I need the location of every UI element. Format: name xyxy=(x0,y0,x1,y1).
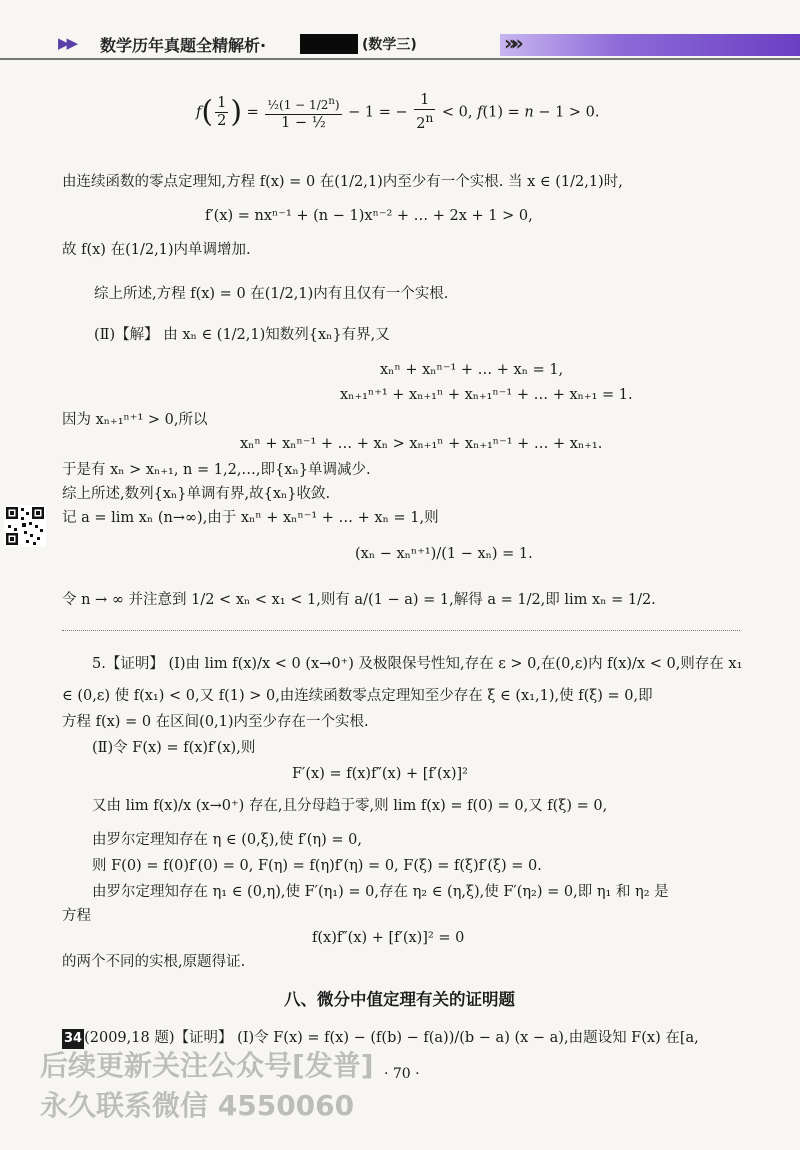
text-proof5-line2: ∈ (0,ε) 使 f(x₁) < 0,又 f(1) > 0,由连续函数零点定理知至少存在 ξ ∈ (x₁,1),使 f(ξ) = 0,即 xyxy=(62,688,653,704)
page-header xyxy=(0,28,800,60)
equation-final: f(x)f″(x) + [f′(x)]² = 0 xyxy=(312,930,465,946)
text-because: 因为 xₙ₊₁ⁿ⁺¹ > 0,所以 xyxy=(62,412,208,428)
text-proof5-line1: 5.【证明】 (Ⅰ)由 lim f(x)/x < 0 (x→0⁺) 及极限保号性知,存在 ε > 0,在(0,ε)内 f(x)/x < 0,则存在 x₁ xyxy=(92,656,743,672)
section-title: 八、微分中值定理有关的证明题 xyxy=(284,990,515,1009)
text-convergent: 综上所述,数列{xₙ}单调有界,故{xₙ}收敛. xyxy=(62,486,331,502)
qr-code-icon xyxy=(4,505,46,547)
text-limit-result: 令 n → ∞ 并注意到 1/2 < xₙ < x₁ < 1,则有 a/(1 − a) = 1,解得 a = 1/2,即 lim xₙ = 1/2. xyxy=(62,592,656,608)
text-proof5-line8: 由罗尔定理知存在 η₁ ∈ (0,η),使 F′(η₁) = 0,存在 η₂ ∈ (η,ξ),使 F′(η₂) = 0,即 η₁ 和 η₂ 是 xyxy=(92,884,669,900)
dotted-divider xyxy=(62,630,740,631)
equation-ratio: (xₙ − xₙⁿ⁺¹)/(1 − xₙ) = 1. xyxy=(355,546,533,562)
watermark-line1: 后续更新关注公众号[发普] xyxy=(40,1049,374,1082)
text-zero-theorem: 由连续函数的零点定理知,方程 f(x) = 0 在(1/2,1)内至少有一个实根. 当 x ∈ (1/2,1)时, xyxy=(62,174,623,190)
page-number: · 70 · xyxy=(384,1066,420,1082)
text-proof5-line5: 又由 lim f(x)/x (x→0⁺) 存在,且分母趋于零,则 lim f(x) = f(0) = 0,又 f(ξ) = 0, xyxy=(92,798,608,814)
question-number-badge: 34 xyxy=(62,1029,84,1049)
text-limit-def: 记 a = lim xₙ (n→∞),由于 xₙⁿ + xₙⁿ⁻¹ + … + xₙ = 1,则 xyxy=(62,510,439,526)
text-proof5-line7: 则 F(0) = f(0)f′(0) = 0, F(η) = f(η)f′(η) = 0, F(ξ) = f(ξ)f′(ξ) = 0. xyxy=(92,858,542,874)
text-part2-solution: (Ⅱ)【解】 由 xₙ ∈ (1/2,1)知数列{xₙ}有界,又 xyxy=(94,327,390,343)
text-unique-root: 综上所述,方程 f(x) = 0 在(1/2,1)内有且仅有一个实根. xyxy=(94,286,449,302)
redacted-block xyxy=(300,34,358,54)
text-proof5-part2: (Ⅱ)令 F(x) = f(x)f′(x),则 xyxy=(92,740,256,756)
header-rule xyxy=(0,58,800,60)
equation-F-derivative: F′(x) = f(x)f″(x) + [f′(x)]² xyxy=(292,766,468,782)
text-monotone: 故 f(x) 在(1/2,1)内单调增加. xyxy=(62,242,251,258)
equation-f-half: f( $\frac{1}{2}$ ) = $\frac{\frac{1}{2}(1 - 1/2^n)}{\text{1 − ½}}$ − 1 = − $\frac{1}{2^n}$ < 0, f(1) = n − 1 > 0. xyxy=(196,92,600,132)
play-arrows-icon: ▶▶ xyxy=(58,34,76,52)
text-proof5-conclusion: 的两个不同的实根,原题得证. xyxy=(62,954,246,970)
header-color-band xyxy=(500,34,800,56)
text-proof5-line9: 方程 xyxy=(62,908,91,924)
text-decreasing: 于是有 xₙ > xₙ₊₁, n = 1,2,…,即{xₙ}单调减少. xyxy=(62,462,371,478)
book-title: 数学历年真题全精解析· xyxy=(100,36,267,55)
text-proof5-line6: 由罗尔定理知存在 η ∈ (0,ξ),使 f′(η) = 0, xyxy=(92,832,362,848)
question-34-text: (2009,18 题)【证明】 (Ⅰ)令 F(x) = f(x) − (f(b) − f(a))/(b − a) (x − a),由题设知 F(x) 在[a, xyxy=(84,1030,699,1046)
text-proof5-line3: 方程 f(x) = 0 在区间(0,1)内至少存在一个实根. xyxy=(62,714,369,730)
equation-derivative: f′(x) = nxⁿ⁻¹ + (n − 1)xⁿ⁻² + … + 2x + 1 > 0, xyxy=(205,208,533,224)
watermark-line2: 永久联系微信 4550060 xyxy=(40,1089,355,1122)
book-subtitle: (数学三) xyxy=(362,37,417,53)
equation-sum-n1: xₙ₊₁ⁿ⁺¹ + xₙ₊₁ⁿ + xₙ₊₁ⁿ⁻¹ + … + xₙ₊₁ = 1. xyxy=(340,387,633,403)
equation-inequality: xₙⁿ + xₙⁿ⁻¹ + … + xₙ > xₙ₊₁ⁿ + xₙ₊₁ⁿ⁻¹ + … + xₙ₊₁. xyxy=(240,436,603,452)
equation-sum-n: xₙⁿ + xₙⁿ⁻¹ + … + xₙ = 1, xyxy=(380,362,564,378)
chevron-icon: »» xyxy=(504,31,518,55)
